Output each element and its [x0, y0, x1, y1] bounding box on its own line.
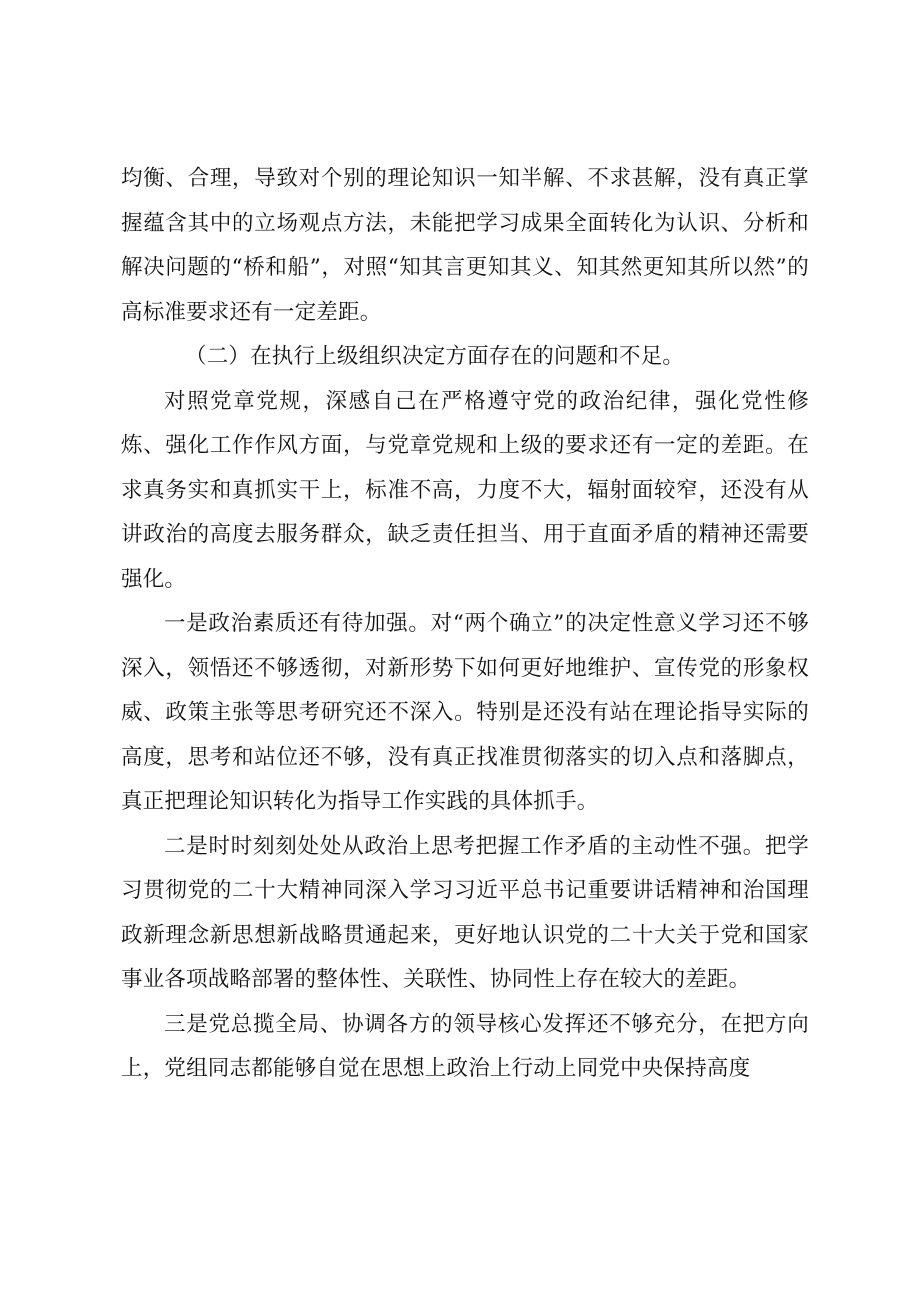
paragraph-point-two: 二是时时刻刻处处从政治上思考把握工作矛盾的主动性不强。把学习贯彻党的二十大精神同深入学习习近平总书记重要讲话精神和治国理政新理念新思想新战略贯通起来，更好地认识党的二十大关于党和国家事业各项战略部署的整体性、关联性、协同性上存在较大的差距。 [121, 833, 809, 992]
paragraph-party-rules: 对照党章党规，深感自己在严格遵守党的政治纪律，强化党性修炼、强化工作作风方面，与党章党规和上级的要求还有一定的差距。在求真务实和真抓实干上，标准不高，力度不大，辐射面较窄，还没有从讲政治的高度去服务群众，缺乏责任担当、用于直面矛盾的精神还需要强化。 [121, 388, 809, 592]
paragraph-continuation: 均衡、合理，导致对个别的理论知识一知半解、不求甚解，没有真正掌握蕴含其中的立场观点方法，未能把学习成果全面转化为认识、分析和解决问题的“桥和船”，对照“知其言更知其义、知其然更知其所以然”的高标准要求还有一定差距。 [121, 166, 809, 325]
section-heading: （二）在执行上级组织决定方面存在的问题和不足。 [185, 344, 685, 369]
paragraph-point-one: 一是政治素质还有待加强。对“两个确立”的决定性意义学习还不够深入，领悟还不够透彻，对新形势下如何更好地维护、宣传党的形象权威、政策主张等思考研究还不深入。特别是还没有站在理论指导实际的高度，思考和站位还不够，没有真正找准贯彻落实的切入点和落脚点，真正把理论知识转化为指导工作实践的具体抓手。 [121, 611, 809, 814]
document-body [121, 157, 809, 1092]
paragraph-point-three: 三是党总揽全局、协调各方的领导核心发挥还不够充分，在把方向上，党组同志都能够自觉在思想上政治上行动上同党中央保持高度 [121, 1011, 809, 1081]
